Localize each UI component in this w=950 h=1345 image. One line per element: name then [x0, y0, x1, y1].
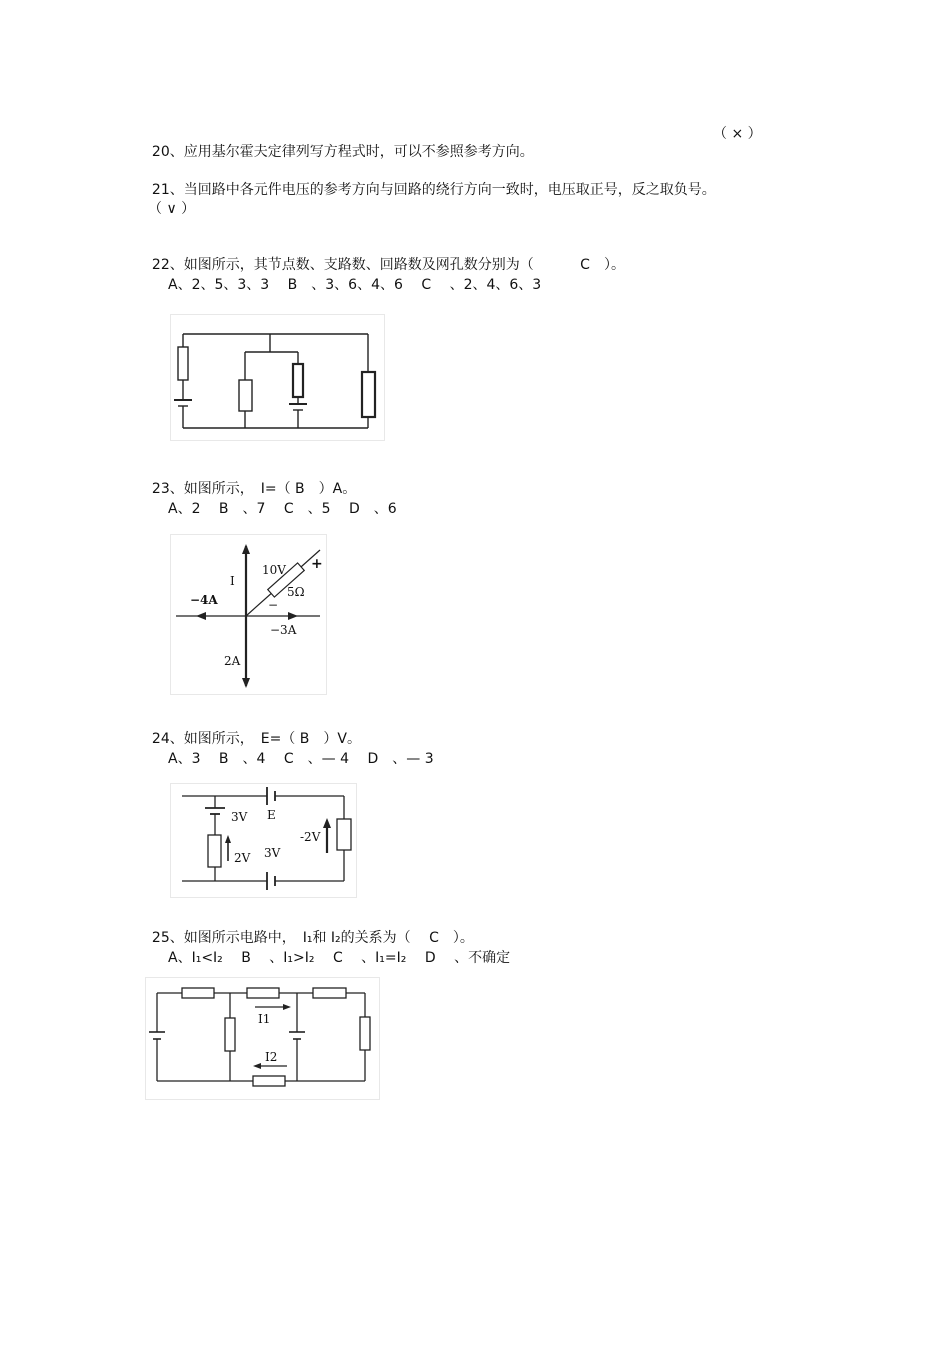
label-10v: 10V — [262, 563, 286, 577]
question-number: 24 — [151, 731, 170, 747]
current-node-figure-23 — [170, 534, 328, 696]
label-minus-3a: −3A — [270, 623, 297, 637]
question-text: 、如图所示，其节点数、支路数、回路数及网孔数分别为（ C ）。 — [169, 257, 625, 273]
label-minus-4a: −4A — [190, 593, 218, 607]
question-text: 、如图所示电路中， I₁和 I₂的关系为（ C ）。 — [169, 930, 474, 946]
label-3v-bottom: 3V — [264, 846, 281, 860]
question-text: 、如图所示， E=（ B ）V。 — [169, 731, 361, 747]
question-21 — [143, 163, 716, 199]
label-5ohm: 5Ω — [287, 585, 305, 599]
answer-21: （ ∨ ） — [148, 201, 196, 217]
label-i2: I2 — [265, 1050, 278, 1064]
label-3v-top: 3V — [231, 810, 248, 824]
question-text: 、如图所示， I=（ B ）A。 — [169, 481, 357, 497]
question-22 — [143, 238, 625, 274]
options-25: A、I₁<I₂ B 、I₁>I₂ C 、I₁=I₂ D 、不确定 — [168, 950, 511, 966]
label-minus: − — [268, 598, 279, 612]
circuit-figure-22 — [170, 314, 386, 442]
question-number: 22 — [151, 257, 170, 273]
answer-20: （ × ） — [713, 126, 762, 142]
options-22: A、2、5、3、3 B 、3、6、4、6 C 、2、4、6、3 — [168, 277, 542, 293]
question-23 — [143, 462, 356, 498]
question-25 — [143, 911, 474, 947]
label-minus-2v: -2V — [300, 830, 321, 844]
label-2a: 2A — [224, 654, 241, 668]
question-20 — [143, 125, 534, 161]
options-24: A、3 B 、4 C 、— 4 D 、— 3 — [168, 751, 434, 767]
question-number: 25 — [151, 930, 170, 946]
label-i1: I1 — [258, 1012, 271, 1026]
options-23: A、2 B 、7 C 、5 D 、6 — [168, 501, 397, 517]
question-text: 、当回路中各元件电压的参考方向与回路的绕行方向一致时，电压取正号，反之取负号。 — [169, 182, 716, 198]
question-24 — [143, 712, 361, 748]
circuit-figure-25 — [145, 977, 381, 1101]
label-i: I — [230, 574, 235, 588]
question-text: 、应用基尔霍夫定律列写方程式时，可以不参照参考方向。 — [169, 144, 534, 160]
label-2v: 2V — [234, 851, 251, 865]
question-number: 21 — [151, 182, 170, 198]
label-plus: + — [311, 556, 323, 572]
label-e: E — [267, 808, 276, 822]
question-number: 20 — [151, 144, 170, 160]
circuit-figure-24 — [170, 783, 358, 899]
question-number: 23 — [151, 481, 170, 497]
